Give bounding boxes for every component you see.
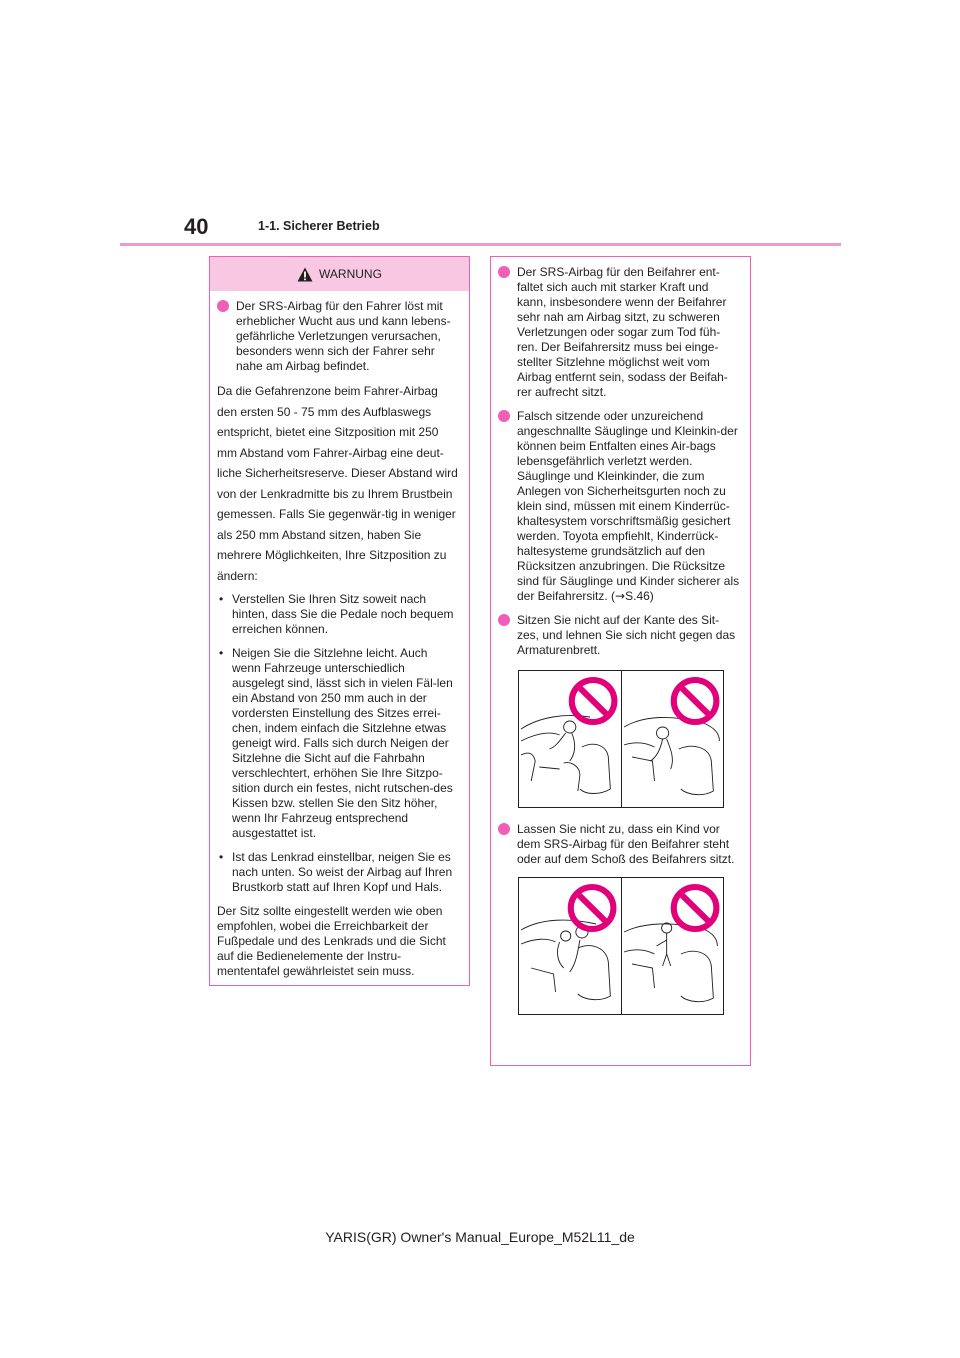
illustration-panel-child-on-lap xyxy=(519,878,621,1014)
warning-header xyxy=(210,257,469,291)
illustration-panel-on-dashboard xyxy=(622,671,724,807)
warning-triangle-icon xyxy=(297,267,313,282)
bullet-point-icon: • xyxy=(219,592,224,606)
bullet-dot-icon xyxy=(498,410,510,422)
page-reference-arrow: → xyxy=(615,589,626,603)
bullet-dot-icon xyxy=(498,823,510,835)
warning-bullet-text: Lassen Sie nicht zu, dass ein Kind vor dem SRS-Airbag für den Beifahrer steht oder auf dem Schoß des Beifahrers sitzt. xyxy=(517,822,735,866)
list-item-text: Ist das Lenkrad einstellbar, neigen Sie es nach unten. So weist der Airbag auf Ihren Brustkorb statt auf Ihren Kopf und Hals. xyxy=(232,850,453,894)
list-item-text: Neigen Sie die Sitzlehne leicht. Auch wenn Fahrzeuge unterschiedlich ausgelegt sind, lässt sich in vielen Fäl-len ein Abstand von 250 mm auch in der vordersten Einstellung des Sitzes errei-chen, indem einfach die Sitzlehne etwas geneigt wird. Falls sich durch Neigen der Sitzlehne die Sicht auf die Fahrbahn verschlechtert, erhöhen Sie Ihre Sitzpo-sition durch ein festes, nicht rutschen-des Kissen bzw. stellen Sie den Sitz höher, wenn Ihr Fahrzeug entsprechend ausgestattet ist. xyxy=(232,646,453,840)
section-title: 1-1. Sicherer Betrieb xyxy=(258,219,380,233)
warning-bullet xyxy=(498,822,740,867)
warning-title: WARNUNG xyxy=(319,267,382,281)
page-reference-link[interactable]: S.46) xyxy=(625,589,654,603)
bullet-point-icon: • xyxy=(219,850,224,864)
bullet-dot-icon xyxy=(498,266,510,278)
warning-closing-paragraph: Der Sitz sollte eingestellt werden wie oben empfohlen, wobei die Erreichbarkeit der Fußpedale und des Lenkrads und die Sicht auf die Bedienelemente der Instru-mententafel gewährleistet sein muss. xyxy=(217,904,446,978)
warning-paragraph: Da die Gefahrenzone beim Fahrer-Airbag den ersten 50 - 75 mm des Aufblaswegs entspricht, bietet eine Sitzposition mit 250 mm Abstand vom Fahrer-Airbag eine deut-liche Sicherheitsreserve. Dieser Abstand wird von der Lenkradmitte bis zu Ihrem Brustbein gemessen. Falls Sie gegenwär-tig in weniger als 250 mm Abstand sitzen, haben Sie mehrere Möglichkeiten, Ihre Sitzposition zu ändern: xyxy=(217,384,458,583)
warning-bullet xyxy=(498,409,740,604)
warning-bullet xyxy=(217,299,459,374)
list-item-text: Verstellen Sie Ihren Sitz soweit nach hinten, dass Sie die Pedale noch bequem erreichen können. xyxy=(232,592,454,636)
list-item xyxy=(217,592,459,637)
warning-bullet xyxy=(498,265,740,400)
warning-bullet xyxy=(498,613,740,658)
header-rule xyxy=(120,243,841,246)
warning-bullet-text: Sitzen Sie nicht auf der Kante des Sit-zes, und lehnen Sie sich nicht gegen das Armaturenbrett. xyxy=(517,613,736,657)
bullet-point-icon: • xyxy=(219,646,224,660)
footer-manual-id: YARIS(GR) Owner's Manual_Europe_M52L11_de xyxy=(325,1229,635,1245)
bullet-dot-icon xyxy=(217,300,229,312)
warning-bullet-text: Der SRS-Airbag für den Fahrer löst mit erheblicher Wucht aus und kann lebens-gefährliche Verletzungen verursachen, besonders wenn sich der Fahrer sehr nahe am Airbag befindet. xyxy=(236,299,451,373)
illustration-child-seating xyxy=(518,877,724,1015)
warning-bullet-text xyxy=(517,409,740,604)
prohibition-icon xyxy=(519,671,621,807)
illustration-panel-child-standing xyxy=(622,878,724,1014)
warning-bullet-text: Der SRS-Airbag für den Beifahrer ent-faltet sich auch mit starker Kraft und kann, insbesondere wenn der Beifahrer sehr nah am Airbag sitzt, zu schweren Verletzungen oder sogar zum Tod füh-ren. Der Beifahrersitz muss bei einge-stellter Sitzlehne möglichst weit vom Airbag entfernt sein, sodass der Beifah-rer aufrecht sitzt. xyxy=(517,265,728,399)
illustration-panel-leaning-forward xyxy=(519,671,621,807)
prohibition-icon xyxy=(519,878,621,1014)
bullet-dot-icon xyxy=(498,614,510,626)
warning-box xyxy=(209,256,470,986)
passenger-warning-box xyxy=(490,256,751,1066)
bullet-text: Falsch sitzende oder unzureichend angeschnallte Säuglinge und Kleinkin-der können beim Entfalten eines Air-bags lebensgefährlich verletzt werden. Säuglinge und Kleinkinder, die zum Anlegen von Sicherheitsgurten noch zu klein sind, müssen mit einem Kinderrüc-khaltesystem vorschriftsmäßig gesichert werden. Toyota empfiehlt, Kinderrück-haltesysteme grundsätzlich auf den Rücksitzen anzubringen. Die Rücksitze sind für Säuglinge und Kinder sicherer als der Beifahrersitz. ( xyxy=(517,409,740,603)
prohibition-icon xyxy=(622,878,724,1014)
page-number: 40 xyxy=(184,214,209,239)
prohibition-icon xyxy=(622,671,724,807)
illustration-passenger-seating xyxy=(518,670,724,808)
list-item xyxy=(217,646,459,841)
list-item xyxy=(217,850,459,895)
